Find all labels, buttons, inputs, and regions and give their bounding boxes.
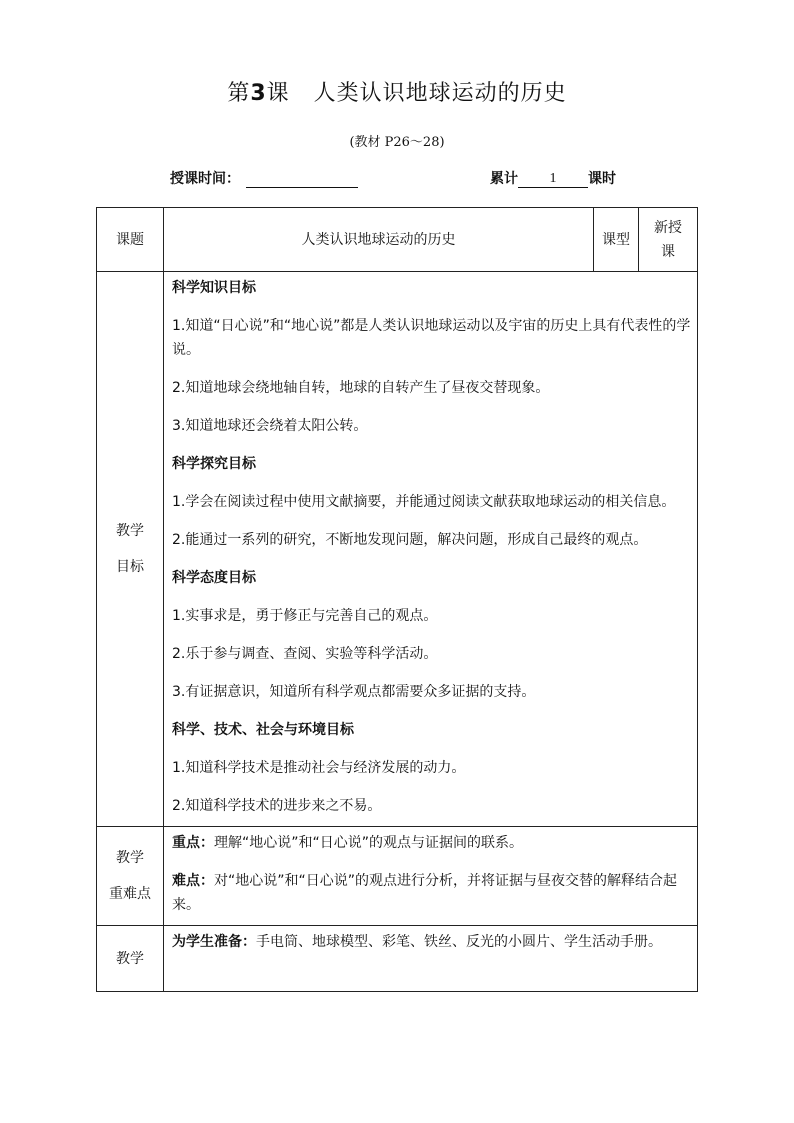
goal-item: 1.知道科学技术是推动社会与经济发展的动力。 <box>172 760 466 776</box>
type-label: 课型 <box>594 208 639 272</box>
goal-item: 1.实事求是，勇于修正与完善自己的观点。 <box>172 608 438 624</box>
goal-item: 3.有证据意识，知道所有科学观点都需要众多证据的支持。 <box>172 684 536 700</box>
prep-label: 教学 <box>97 926 164 992</box>
teaching-time <box>170 168 358 188</box>
goals-content <box>164 272 698 827</box>
total-periods-value: 1 <box>518 171 588 188</box>
prep-row <box>97 926 698 992</box>
total-periods-unit: 课时 <box>588 171 616 187</box>
topic-row <box>97 208 698 272</box>
goal-item: 2.知道地球会绕地轴自转，地球的自转产生了昼夜交替现象。 <box>172 380 550 396</box>
difficult-point: 难点：对“地心说”和“日心说”的观点进行分析，并将证据与昼夜交替的解释结合起来。 <box>172 873 678 913</box>
topic-value: 人类认识地球运动的历史 <box>164 208 594 272</box>
lesson-title: 第3课 人类认识地球运动的历史 <box>227 81 567 106</box>
goal-item: 2.能通过一系列的研究，不断地发现问题，解决问题，形成自己最终的观点。 <box>172 532 648 548</box>
goal-item: 1.学会在阅读过程中使用文献摘要，并能通过阅读文献获取地球运动的相关信息。 <box>172 494 676 510</box>
total-periods-label: 累计 <box>490 171 518 187</box>
inquiry-goals-title: 科学探究目标 <box>172 456 256 472</box>
teaching-time-label: 授课时间： <box>170 171 240 187</box>
keypoints-label: 教学 重难点 <box>97 827 164 926</box>
key-point: 重点：理解“地心说”和“日心说”的观点与证据间的联系。 <box>172 835 524 851</box>
keypoints-row <box>97 827 698 926</box>
knowledge-goals-title: 科学知识目标 <box>172 280 256 296</box>
student-prep: 为学生准备：手电筒、地球模型、彩笔、铁丝、反光的小圆片、学生活动手册。 <box>172 934 662 950</box>
sts-goals-title: 科学、技术、社会与环境目标 <box>172 722 354 738</box>
goal-item: 3.知道地球还会绕着太阳公转。 <box>172 418 368 434</box>
type-value: 新授 课 <box>639 208 698 272</box>
goal-item: 2.知道科学技术的进步来之不易。 <box>172 798 382 814</box>
goals-label: 教学 目标 <box>97 272 164 827</box>
goal-item: 2.乐于参与调查、查阅、实验等科学活动。 <box>172 646 438 662</box>
goals-row <box>97 272 698 827</box>
keypoints-content <box>164 827 698 926</box>
lesson-name: 人类认识地球运动的历史 <box>313 81 567 106</box>
goal-item: 1.知道“日心说”和“地心说”都是人类认识地球运动以及宇宙的历史上具有代表性的学说。 <box>172 318 691 358</box>
teaching-time-field[interactable] <box>246 171 358 188</box>
total-periods <box>490 168 616 188</box>
prep-content <box>164 926 698 992</box>
attitude-goals-title: 科学态度目标 <box>172 570 256 586</box>
lesson-plan-table <box>96 207 698 992</box>
textbook-pages: (教材 P26～28) <box>349 135 445 150</box>
topic-label: 课题 <box>97 208 164 272</box>
